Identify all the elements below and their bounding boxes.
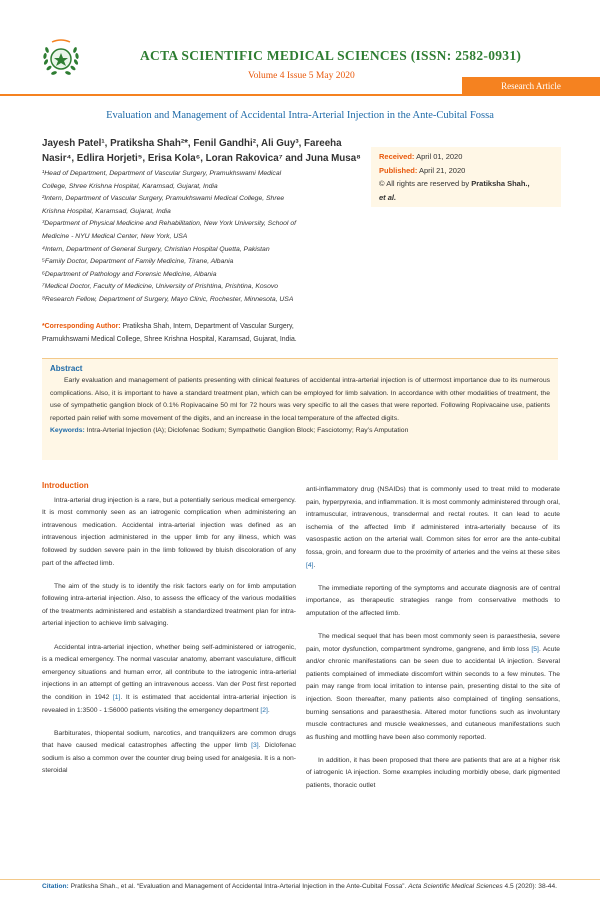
affiliation-line: ⁸Research Fellow, Department of Surgery, Mayo Clinic, Rochester, Minnesota, USA: [42, 295, 294, 303]
abstract-box: [42, 358, 558, 460]
abstract-title: Abstract: [50, 364, 83, 373]
article-type-badge: Research Article: [462, 77, 600, 95]
author-line: Nasir⁴, Edlira Horjeti⁵, Erisa Kola⁶, Loran Rakovica⁷ and Juna Musa⁸: [42, 153, 361, 164]
abstract-text: Early evaluation and management of patients presenting with clinical features of accidental intra-arterial injection is of uttermost importance due to its numerous complications. Also, it is important to have a standard treatment plan, which can be employed for limb salvation. In accordance with other modalities of treatment, the use of sympathetic ganglion block of 0.1% Ropivacaine 50 ml for 72 hours was very specific to all the cases that were reported. Following Ropivacaine use, patients reported pain relief with some movement of the digits, and an increase in the local temperature of the affected digits.: [50, 377, 550, 422]
affiliation-line: College, Shree Krishna Hospital, Karamsad, Gujarat, India: [42, 182, 218, 190]
paragraph: Accidental intra-arterial injection, whether being self-administered or iatrogenic, is a medical emergency. The normal vascular anatomy, aberrant vasculature, difficult emergency situations and human error, all contribute to the iatrogenic intra-arterial injections in an attempt of getting an intravenous access. Van der Post first reported the condition in 1942 [1]. It is estimated that accidental intra-arterial injection is revealed in 1:3500 - 1:56000 patients visiting the emergency department [2].: [42, 643, 296, 714]
keywords-text: Intra-Arterial Injection (IA); Diclofenac Sodium; Sympathetic Ganglion Block; Fasciotomy; Ray’s Amputation: [84, 427, 409, 434]
copyright-holder: Pratiksha Shah.,: [471, 179, 530, 188]
paragraph: anti-inflammatory drug (NSAIDs) that is commonly used to treat mild to moderate pain, hyperpyrexia, and inflammation. It is most commonly administered through oral, intramuscular, intravenous, transdermal and rectal routes. It can lead to acute ischemia of the affected limb if administered intra-arterially because of its vasospastic action on the arterial wall. Common sites for error are the ante-cubital fossa, groin, and forearm due to the proximity of arteries and the veins at these sites [4].: [306, 486, 560, 569]
citation-text: Pratiksha Shah., et al. “Evaluation and Management of Accidental Intra-Arterial Injection in the Ante-Cubital Fossa”.: [68, 883, 409, 890]
section-title-introduction: Introduction: [42, 481, 89, 490]
citation-tail: 4.5 (2020): 38-44.: [502, 883, 557, 890]
body-column-left: [42, 480, 296, 788]
affiliation-line: ⁶Department of Pathology and Forensic Medicine, Albania: [42, 270, 217, 278]
citation-label: Citation:: [42, 883, 69, 890]
citation-footer: [42, 881, 558, 894]
reference-link[interactable]: [1]: [112, 693, 121, 701]
paper-title: Evaluation and Management of Accidental Intra-Arterial Injection in the Ante-Cubital Fossa: [106, 110, 494, 121]
reference-link[interactable]: [4]: [306, 561, 314, 569]
affiliation-line: Krishna Hospital, Karamsad, Gujarat, India: [42, 207, 171, 215]
paragraph: Intra-arterial drug injection is a rare, but a potentially serious medical emergency. It is most commonly seen as an iatrogenic complication when administering an intravenous medication. Accidental intra-arterial injection was defined as an intravenous injection administered in the upper limb for any illness, which was followed by sudden severe pain in the limb followed by bluish discoloration of any part of the affected limb.: [42, 496, 296, 567]
reference-link[interactable]: [2]: [260, 706, 268, 714]
corresponding-author: [42, 321, 372, 346]
affiliation-line: ⁷Medical Doctor, Faculty of Medicine, University of Prishtina, Prishtina, Kosovo: [42, 283, 279, 291]
affiliations: [42, 168, 362, 307]
received-date: April 01, 2020: [414, 152, 463, 161]
affiliation-line: ²Intern, Department of Vascular Surgery, Pramukhswami Medical College, Shree: [42, 195, 285, 203]
issue-info: Volume 4 Issue 5 May 2020: [248, 71, 355, 81]
published-label: Published:: [379, 165, 418, 175]
corresponding-text: Pratiksha Shah, Intern, Department of Vascular Surgery,: [120, 323, 294, 330]
received-label: Received:: [379, 152, 415, 161]
paragraph: Barbiturates, thiopental sodium, narcotics, and tranquilizers are common drugs that have caused medical catastrophes affecting the upper limb [3]. Diclofenac sodium is also a common over the counter drug being used for analgesia. It is a non-steroidal: [42, 729, 296, 775]
affiliation-line: ¹Head of Department, Department of Vascular Surgery, Pramukhswami Medical: [42, 170, 282, 177]
copyright-etal: et al.: [379, 192, 397, 202]
keywords: [50, 425, 550, 438]
reference-link[interactable]: [5]: [531, 645, 539, 653]
affiliation-line: ⁴Intern, Department of General Surgery, Christian Hospital Quetta, Pakistan: [42, 245, 270, 253]
affiliation-line: ³Department of Physical Medicine and Rehabilitation, New York University, School of: [42, 220, 296, 228]
paragraph: The immediate reporting of the symptoms and accurate diagnosis are of central importance, as therapeutic strategies range from conservative methods to amputation of the affected limb.: [306, 584, 560, 617]
body-column-right: [306, 484, 560, 803]
reference-link[interactable]: [3]: [251, 742, 259, 750]
dates-box: [371, 147, 561, 207]
citation-journal: Acta Scientific Medical Sciences: [408, 883, 503, 890]
published-date: April 21, 2020: [417, 165, 466, 175]
author-list: [42, 136, 362, 166]
keywords-label: Keywords:: [50, 427, 85, 434]
header-divider: [0, 94, 600, 96]
paragraph: The medical sequel that has been most commonly seen is paraesthesia, severe pain, motor dysfunction, compartment syndrome, gangrene, and limb loss [5]. Acute and/or chronic manifestations can be seen due to accidental IA injection. Several patients complained of immediate discomfort within seconds to a few minutes. The pain may range from local irritation to intense pain, presenting distal to the site of injection. Soon thereafter, many patients also complained of tingling sensations, burning sensations and paraesthesia. Altered motor functions such as involuntary muscle contractures and muscle weaknesses, and cutaneous manifestations such as flushing and mottling have been also commonly reported.: [306, 632, 560, 741]
paragraph: The aim of the study is to identify the risk factors early on for limb amputation following intra-arterial injection. Also, to assess the efficacy of the various modalities of the treatments administered and establish a standardized treatment plan for intra-arterial injection to achieve limb salvaging.: [42, 582, 296, 628]
journal-header: [0, 0, 600, 96]
corresponding-label: *Corresponding Author:: [42, 323, 121, 330]
paragraph: In addition, it has been proposed that there are patients that are at a higher risk of iatrogenic IA injection. Some examples including morbidly obese, dark pigmented patients, thoracic outlet: [306, 756, 560, 789]
author-line: Jayesh Patel¹, Pratiksha Shah²*, Fenil Gandhi², Ali Guy³, Fareeha: [42, 138, 342, 149]
footer-divider: [0, 879, 600, 880]
corresponding-text: Pramukhswami Medical College, Shree Krishna Hospital, Karamsad, Gujarat, India.: [42, 335, 297, 343]
copyright-text: © All rights are reserved by: [379, 179, 472, 188]
journal-title: ACTA SCIENTIFIC MEDICAL SCIENCES (ISSN: 2582-0931): [140, 48, 522, 63]
laurel-wreath-logo-icon: [38, 36, 84, 82]
affiliation-line: ⁵Family Doctor, Department of Family Medicine, Tirane, Albania: [42, 258, 234, 266]
affiliation-line: Medicine - NYU Medical Center, New York, USA: [42, 232, 188, 240]
